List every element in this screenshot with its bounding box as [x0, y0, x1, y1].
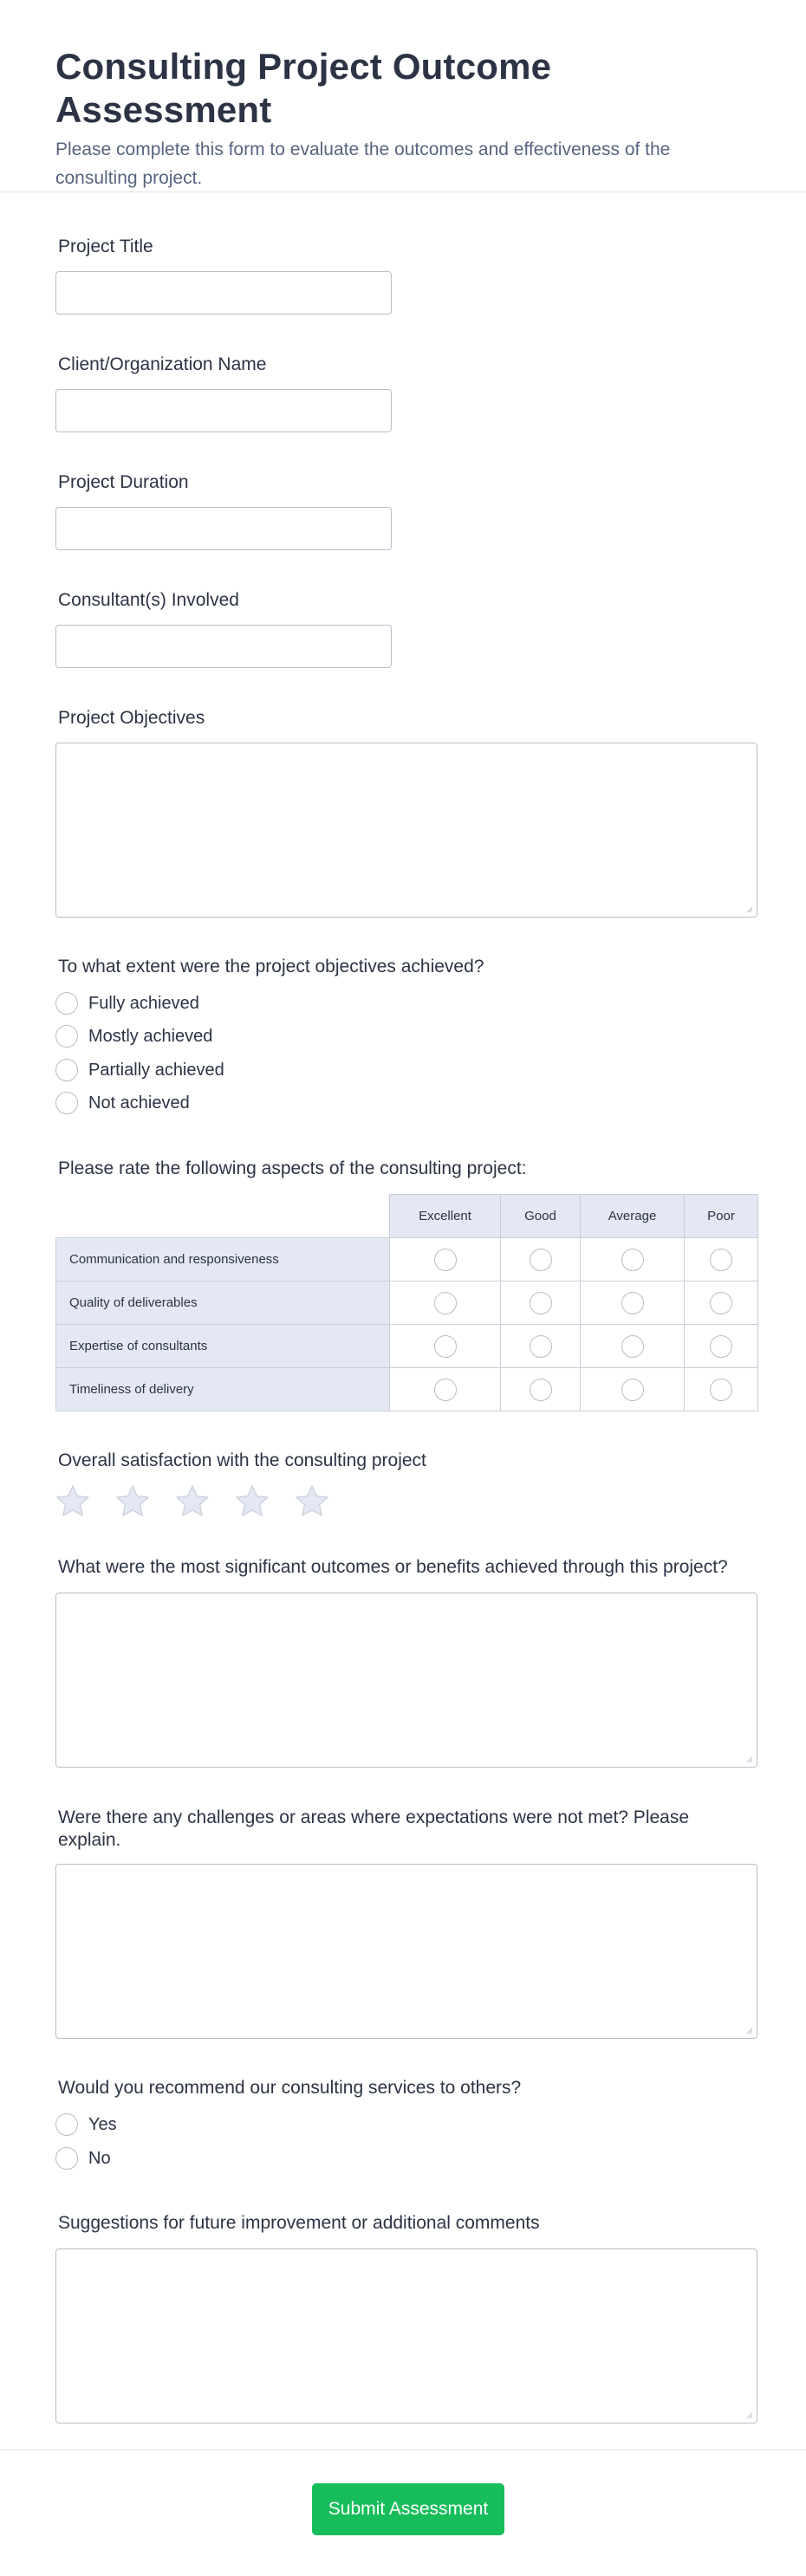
star-rating — [55, 1484, 329, 1519]
consultants-input[interactable] — [55, 625, 392, 668]
matrix-radio[interactable] — [530, 1379, 552, 1401]
objectives-textarea[interactable] — [55, 743, 757, 918]
matrix-radio[interactable] — [710, 1335, 732, 1358]
project-duration-input[interactable] — [55, 507, 392, 550]
radio-option-mostly-achieved[interactable]: Mostly achieved — [55, 1023, 212, 1049]
matrix-row-communication — [56, 1238, 758, 1282]
suggestions-textarea[interactable] — [55, 2248, 757, 2424]
project-title-label: Project Title — [58, 237, 153, 256]
star-icon[interactable] — [55, 1484, 90, 1519]
page-title: Consulting Project Outcome Assessment — [55, 46, 552, 130]
star-icon[interactable] — [235, 1484, 270, 1519]
matrix-radio[interactable] — [530, 1292, 552, 1314]
matrix-radio[interactable] — [434, 1292, 457, 1314]
matrix-col-average: Average — [581, 1195, 685, 1238]
matrix-radio[interactable] — [434, 1249, 457, 1271]
radio-button[interactable] — [55, 1092, 78, 1114]
resize-grip-icon[interactable] — [745, 2027, 753, 2034]
matrix-radio[interactable] — [530, 1249, 552, 1271]
radio-option-yes[interactable]: Yes — [55, 2112, 117, 2138]
matrix-row-label: Communication and responsiveness — [56, 1238, 390, 1282]
matrix-radio[interactable] — [434, 1379, 457, 1401]
matrix-radio[interactable] — [710, 1249, 732, 1271]
resize-grip-icon[interactable] — [745, 2411, 753, 2419]
outcomes-question: What were the most significant outcomes or benefits achieved through this project? — [58, 1557, 728, 1577]
matrix-radio[interactable] — [621, 1379, 644, 1401]
star-icon[interactable] — [295, 1484, 329, 1519]
radio-button[interactable] — [55, 2113, 78, 2136]
matrix-row-quality — [56, 1282, 758, 1325]
matrix-col-excellent: Excellent — [390, 1195, 501, 1238]
objectives-achieved-question: To what extent were the project objectives achieved? — [58, 957, 484, 977]
matrix-radio[interactable] — [710, 1379, 732, 1401]
radio-option-not-achieved[interactable]: Not achieved — [55, 1090, 190, 1116]
matrix-row-timeliness — [56, 1368, 758, 1411]
matrix-col-poor: Poor — [685, 1195, 758, 1238]
radio-button[interactable] — [55, 1059, 78, 1081]
radio-button[interactable] — [55, 1025, 78, 1048]
form-footer — [0, 2449, 806, 2576]
radio-option-no[interactable]: No — [55, 2145, 111, 2171]
rating-matrix-question: Please rate the following aspects of the consulting project: — [58, 1158, 527, 1178]
star-icon[interactable] — [175, 1484, 210, 1519]
matrix-radio[interactable] — [710, 1292, 732, 1314]
submit-assessment-button[interactable]: Submit Assessment — [312, 2483, 504, 2535]
radio-option-fully-achieved[interactable]: Fully achieved — [55, 990, 199, 1016]
matrix-radio[interactable] — [434, 1335, 457, 1358]
resize-grip-icon[interactable] — [745, 1755, 753, 1763]
matrix-header-row — [56, 1195, 758, 1238]
matrix-radio[interactable] — [530, 1335, 552, 1358]
matrix-row-label: Expertise of consultants — [56, 1325, 390, 1368]
radio-option-partially-achieved[interactable]: Partially achieved — [55, 1057, 224, 1083]
page-subtitle: Please complete this form to evaluate the outcomes and effectiveness of the consulting project. — [55, 140, 671, 188]
challenges-question: Were there any challenges or areas where expectations were not met? Please explain. — [58, 1807, 690, 1850]
matrix-row-expertise — [56, 1325, 758, 1368]
rating-matrix — [55, 1194, 758, 1411]
form-header — [0, 0, 806, 192]
matrix-corner — [56, 1195, 390, 1238]
objectives-label: Project Objectives — [58, 708, 205, 728]
radio-button[interactable] — [55, 2147, 78, 2170]
radio-button[interactable] — [55, 992, 78, 1015]
project-title-input[interactable] — [55, 271, 392, 315]
resize-grip-icon[interactable] — [745, 905, 753, 913]
consultants-label: Consultant(s) Involved — [58, 590, 239, 610]
matrix-row-label: Quality of deliverables — [56, 1282, 390, 1325]
satisfaction-question: Overall satisfaction with the consulting project — [58, 1450, 426, 1470]
client-name-input[interactable] — [55, 389, 392, 432]
matrix-radio[interactable] — [621, 1292, 644, 1314]
client-name-label: Client/Organization Name — [58, 354, 267, 374]
matrix-radio[interactable] — [621, 1335, 644, 1358]
matrix-col-good: Good — [501, 1195, 581, 1238]
recommend-question: Would you recommend our consulting services to others? — [58, 2078, 522, 2098]
outcomes-textarea[interactable] — [55, 1593, 757, 1768]
matrix-row-label: Timeliness of delivery — [56, 1368, 390, 1411]
suggestions-question: Suggestions for future improvement or additional comments — [58, 2213, 540, 2233]
matrix-radio[interactable] — [621, 1249, 644, 1271]
project-duration-label: Project Duration — [58, 472, 189, 492]
star-icon[interactable] — [115, 1484, 150, 1519]
challenges-textarea[interactable] — [55, 1864, 757, 2039]
